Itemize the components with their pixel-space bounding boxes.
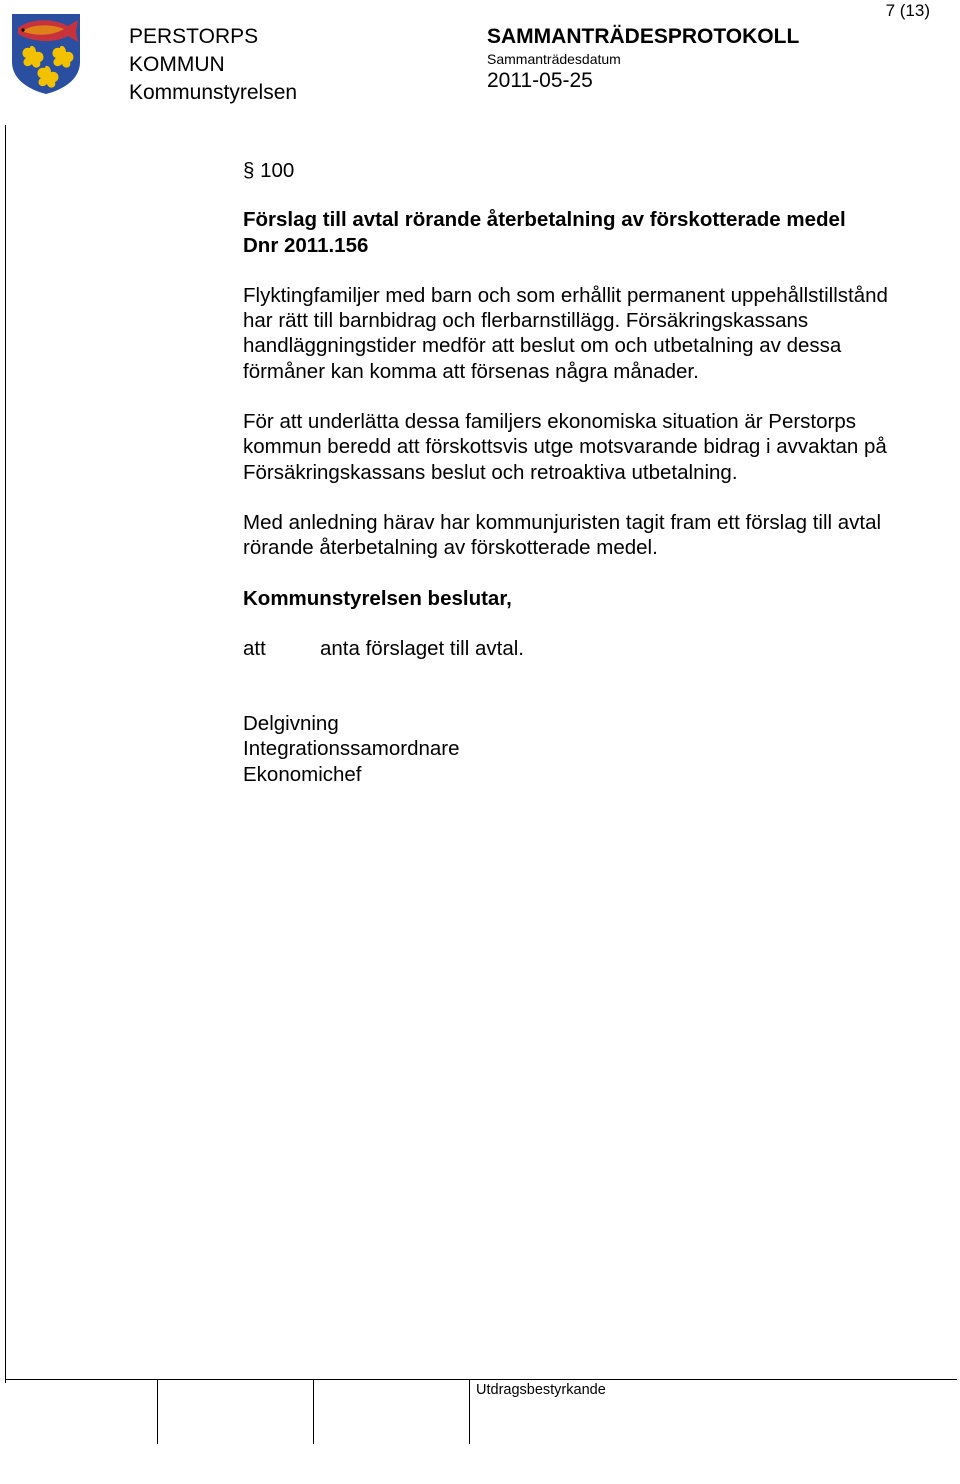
decision-text: anta förslaget till avtal. [320, 636, 524, 660]
coat-of-arms-icon [10, 12, 82, 96]
left-margin-rule [5, 125, 6, 1383]
delgivning-block [243, 711, 923, 787]
paragraph-2: För att underlätta dessa familjers ekonomiska situation är Perstorps kommun beredd att förskottsvis utge motsvarande bidrag i avvaktan på Försäkringskassans beslut och retroaktiva utbetalning. [243, 410, 887, 484]
footer-column-divider [157, 1379, 158, 1444]
footer-certification-label: Utdragsbestyrkande [476, 1382, 606, 1398]
meeting-date-value: 2011-05-25 [487, 69, 593, 92]
document-title: SAMMANTRÄDESPROTOKOLL [487, 25, 800, 48]
protocol-header [487, 24, 799, 94]
delgivning-heading: Delgivning [243, 712, 339, 736]
section-number: § 100 [243, 159, 295, 182]
org-unit: Kommunstyrelsen [129, 81, 298, 104]
coat-of-arms-graphic [10, 12, 82, 96]
diary-number: Dnr 2011.156 [243, 233, 369, 257]
paragraph-3: Med anledning härav har kommunjuristen tagit fram ett förslag till avtal rörande återbetalning av förskotterade medel. [243, 510, 882, 560]
delgivning-item: Ekonomichef [243, 762, 362, 786]
decision-line [243, 636, 923, 661]
decision-heading: Kommunstyrelsen beslutar, [243, 586, 512, 610]
org-name-line1: PERSTORPS [129, 25, 259, 48]
footer-rule [5, 1379, 957, 1380]
decision-att: att [243, 636, 266, 660]
footer-column-divider [469, 1379, 470, 1444]
meeting-date-label: Sammanträdesdatum [487, 51, 621, 67]
paragraph-1: Flyktingfamiljer med barn och som erhållit permanent uppehållstillstånd har rätt till barnbidrag och flerbarnstillägg. Försäkringskassans handläggningstider medför att beslut om och utbetalning av dessa förmåner kan komma att försenas några månader. [243, 283, 888, 383]
organization-block [129, 23, 297, 107]
section-title: Förslag till avtal rörande återbetalning av förskotterade medel [243, 208, 846, 232]
page-number: 7 (13) [885, 1, 930, 20]
footer-column-divider [313, 1379, 314, 1444]
section-content [243, 158, 923, 787]
delgivning-item: Integrationssamordnare [243, 737, 460, 761]
org-name-line2: KOMMUN [129, 53, 225, 76]
